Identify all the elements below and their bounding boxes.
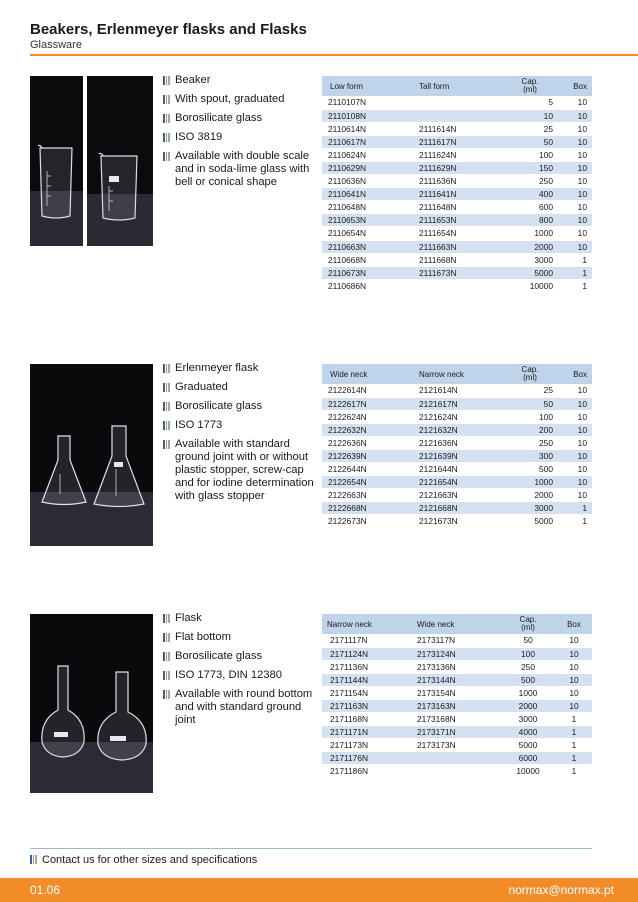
table-row (322, 502, 592, 515)
bars-bullet-icon (163, 95, 170, 104)
cell-code-2 (412, 765, 500, 778)
table-row (322, 660, 592, 673)
page-number: 01.06 (30, 883, 61, 897)
cell-code-1: 2171168N (330, 714, 369, 725)
cell-code-2: 2173154N (417, 687, 456, 698)
cell-code-2: 2173144N (417, 674, 456, 685)
table-row (322, 397, 592, 410)
cell-code-2: 2173117N (417, 635, 456, 646)
cell-code-1: 2171171N (330, 727, 369, 738)
table-header-row (322, 364, 592, 384)
erlenmeyer-table (322, 364, 592, 529)
cell-code-2: 2111648N (419, 202, 457, 213)
cell-capacity: 5 (548, 97, 553, 108)
feature-item: Beaker (163, 74, 313, 87)
cell-code-2: 2121663N (419, 490, 458, 501)
cell-code-1: 2122624N (328, 411, 367, 422)
bars-bullet-icon (163, 633, 170, 642)
table-row (322, 148, 592, 161)
cell-code-1: 2110614N (328, 123, 367, 134)
beaker-low-form-photo (30, 76, 83, 246)
feature-item: Erlenmeyer flask (163, 362, 318, 375)
cell-capacity: 5000 (518, 740, 538, 751)
cell-capacity: 4000 (518, 727, 538, 738)
cell-code-2: 2173163N (417, 701, 456, 712)
cell-code-1: 2122644N (328, 464, 367, 475)
bars-bullet-icon (163, 114, 170, 123)
cell-box: 1 (571, 753, 577, 764)
cell-box: 10 (577, 451, 587, 462)
cell-code-2: 2121632N (419, 424, 458, 435)
cell-code-2 (414, 109, 502, 122)
cell-capacity: 25 (543, 123, 553, 134)
cell-code-1: 2110107N (328, 97, 367, 108)
cell-box: 10 (577, 490, 587, 501)
cell-box: 1 (571, 714, 577, 725)
cell-box: 1 (582, 280, 587, 291)
cell-box: 10 (577, 176, 587, 187)
table-row (322, 279, 592, 292)
cell-box: 10 (577, 163, 587, 174)
cell-capacity: 250 (521, 661, 535, 672)
cell-capacity: 300 (539, 451, 553, 462)
cell-code-2: 2121644N (419, 464, 458, 475)
cell-code-1: 2171163N (330, 701, 369, 712)
cell-code-1: 2122663N (328, 490, 367, 501)
cell-box: 10 (569, 648, 579, 659)
footer-bar (0, 878, 638, 902)
cell-code-1: 2171173N (330, 740, 369, 751)
bars-bullet-icon (163, 133, 170, 142)
cell-code-1: 2171117N (330, 635, 368, 646)
feature-item: Borosilicate glass (163, 400, 318, 413)
cell-box: 10 (569, 635, 579, 646)
cell-box: 10 (577, 202, 587, 213)
feature-item: Flat bottom (163, 631, 318, 644)
cell-code-1: 2171144N (330, 674, 369, 685)
cell-box: 10 (577, 424, 587, 435)
table-row (322, 752, 592, 765)
cell-capacity: 6000 (518, 753, 538, 764)
col-wide-neck-header: Wide neck (417, 619, 455, 629)
cell-code-1: 2122654N (328, 477, 367, 488)
cell-box: 1 (582, 254, 587, 265)
cell-code-1: 2110641N (328, 189, 367, 200)
cell-code-1: 2122636N (328, 437, 367, 448)
cell-capacity: 100 (521, 648, 535, 659)
table-row (322, 515, 592, 528)
cell-code-2: 2111641N (419, 189, 457, 200)
cell-code-1: 2122632N (328, 424, 367, 435)
col-box-header: Box (573, 369, 587, 379)
cell-capacity: 25 (543, 385, 553, 396)
bars-bullet-icon (163, 614, 170, 623)
feature-item: Available with standard ground joint with or without plastic stopper, screw-cap and for iodine determination with glass stopper (163, 438, 318, 503)
table-row (322, 214, 592, 227)
table-row (322, 240, 592, 253)
col-tall-form-header: Tall form (419, 81, 450, 91)
beaker-table (322, 76, 592, 293)
cell-code-2: 2111663N (419, 241, 457, 252)
cell-box: 10 (577, 464, 587, 475)
table-row (322, 227, 592, 240)
table-row (322, 201, 592, 214)
cell-code-1: 2110686N (328, 280, 367, 291)
cell-box: 10 (569, 687, 579, 698)
feature-item: ISO 1773, DIN 12380 (163, 669, 318, 682)
table-row (322, 647, 592, 660)
table-row (322, 384, 592, 397)
cell-capacity: 150 (539, 163, 553, 174)
cell-code-2: 2111673N (419, 267, 457, 278)
cell-code-2: 2173168N (417, 714, 456, 725)
cell-code-2: 2121617N (419, 398, 458, 409)
table-row (322, 253, 592, 266)
cell-box: 1 (571, 766, 577, 777)
cell-code-2: 2121668N (419, 503, 458, 514)
cell-box: 1 (582, 503, 587, 514)
feature-item: Flask (163, 612, 318, 625)
cell-code-1: 2171136N (330, 661, 369, 672)
col-narrow-neck-header: Narrow neck (419, 369, 464, 379)
cell-code-2: 2121639N (419, 451, 458, 462)
cell-capacity: 100 (539, 411, 553, 422)
cell-capacity: 3000 (534, 503, 553, 514)
table-row (322, 713, 592, 726)
cell-code-2: 2121636N (419, 437, 458, 448)
cell-code-2: 2173171N (417, 727, 456, 738)
cell-code-2: 2111614N (419, 123, 457, 134)
cell-code-2: 2121654N (419, 477, 458, 488)
table-header-row (322, 614, 592, 634)
cell-box: 10 (577, 149, 587, 160)
bars-bullet-icon (163, 690, 170, 699)
cell-code-1: 2122614N (328, 385, 367, 396)
feature-item: Available with double scale and in soda-lime glass with bell or conical shape (163, 150, 313, 189)
cell-capacity: 500 (521, 674, 535, 685)
table-row (322, 634, 592, 647)
feature-item: Borosilicate glass (163, 650, 318, 663)
table-row (322, 410, 592, 423)
cell-code-2: 2111629N (419, 163, 457, 174)
col-capacity-header: Cap. (ml) (519, 615, 537, 632)
cell-box: 10 (577, 110, 587, 121)
cell-box: 1 (582, 267, 587, 278)
cell-code-2: 2111653N (419, 215, 457, 226)
col-box-header: Box (567, 619, 581, 629)
table-row (322, 109, 592, 122)
cell-code-2: 2173124N (417, 648, 456, 659)
col-capacity-header: Cap. (ml) (521, 77, 539, 94)
cell-code-2: 2121673N (419, 516, 458, 527)
table-row (322, 449, 592, 462)
cell-capacity: 250 (539, 437, 553, 448)
cell-box: 10 (577, 97, 587, 108)
cell-box: 10 (577, 136, 587, 147)
cell-code-1: 2110629N (328, 163, 367, 174)
cell-box: 10 (569, 674, 579, 685)
bars-bullet-icon (163, 421, 170, 430)
flask-photo (30, 614, 153, 793)
cell-box: 10 (577, 123, 587, 134)
cell-capacity: 800 (539, 215, 553, 226)
col-box-header: Box (573, 81, 587, 91)
cell-box: 10 (577, 228, 587, 239)
cell-box: 10 (569, 661, 579, 672)
table-row (322, 765, 592, 778)
cell-code-1: 2171186N (330, 766, 369, 777)
table-row (322, 188, 592, 201)
table-row (322, 726, 592, 739)
cell-code-1: 2171154N (330, 687, 369, 698)
cell-capacity: 200 (539, 424, 553, 435)
table-row (322, 489, 592, 502)
cell-box: 10 (577, 437, 587, 448)
cell-code-2: 2121614N (419, 385, 458, 396)
cell-code-1: 2110636N (328, 176, 367, 187)
table-row (322, 96, 592, 109)
cell-capacity: 2000 (534, 241, 553, 252)
cell-code-1: 2171176N (330, 753, 369, 764)
cell-capacity: 1000 (534, 228, 553, 239)
cell-code-1: 2110654N (328, 228, 367, 239)
cell-code-1: 2110108N (328, 110, 367, 121)
cell-code-1: 2110668N (328, 254, 367, 265)
bars-bullet-icon (163, 440, 170, 449)
contact-note (30, 854, 257, 866)
flask-table (322, 614, 592, 779)
cell-code-1: 2171124N (330, 648, 369, 659)
cell-box: 1 (571, 727, 577, 738)
cell-code-1: 2110663N (328, 241, 367, 252)
beaker-tall-form-photo (87, 76, 153, 246)
cell-box: 10 (569, 701, 579, 712)
cell-code-2 (414, 96, 502, 109)
cell-code-1: 2122639N (328, 451, 367, 462)
bars-bullet-icon (163, 364, 170, 373)
cell-capacity: 250 (539, 176, 553, 187)
cell-code-2: 2111654N (419, 228, 457, 239)
cell-capacity: 50 (543, 136, 553, 147)
cell-capacity: 100 (539, 149, 553, 160)
cell-capacity: 50 (543, 398, 553, 409)
table-row (322, 476, 592, 489)
bars-bullet-icon (163, 652, 170, 661)
table-row (322, 739, 592, 752)
bars-bullet-icon (163, 152, 170, 161)
col-narrow-neck-header: Narrow neck (327, 619, 372, 629)
cell-code-1: 2110648N (328, 202, 367, 213)
feature-item: With spout, graduated (163, 93, 313, 106)
cell-code-1: 2122673N (328, 516, 367, 527)
cell-code-2: 2121624N (419, 411, 458, 422)
cell-box: 1 (571, 740, 577, 751)
page-title: Beakers, Erlenmeyer flasks and Flasks (30, 21, 307, 38)
feature-item: Graduated (163, 381, 318, 394)
bars-bullet-icon (163, 76, 170, 85)
cell-capacity: 500 (539, 464, 553, 475)
cell-code-2: 2111668N (419, 254, 457, 265)
col-capacity-header: Cap. (ml) (521, 365, 539, 382)
cell-code-2: 2111624N (419, 149, 457, 160)
cell-capacity: 5000 (534, 516, 553, 527)
cell-capacity: 1000 (534, 477, 553, 488)
bars-bullet-icon (163, 383, 170, 392)
cell-capacity: 3000 (518, 714, 538, 725)
cell-code-2 (412, 752, 500, 765)
table-row (322, 266, 592, 279)
cell-capacity: 1000 (518, 687, 538, 698)
cell-box: 10 (577, 215, 587, 226)
feature-item: ISO 3819 (163, 131, 313, 144)
cell-capacity: 10000 (529, 280, 553, 291)
table-row (322, 463, 592, 476)
feature-item: Available with round bottom and with standard ground joint (163, 688, 318, 727)
contact-divider (30, 848, 592, 849)
feature-item: Borosilicate glass (163, 112, 313, 125)
cell-capacity: 10 (543, 110, 553, 121)
cell-code-2 (414, 279, 502, 292)
bars-bullet-icon (163, 671, 170, 680)
cell-code-2: 2173173N (417, 740, 456, 751)
col-low-form-header: Low form (330, 81, 363, 91)
table-header-row (322, 76, 592, 96)
cell-box: 10 (577, 411, 587, 422)
cell-box: 10 (577, 398, 587, 409)
feature-item: ISO 1773 (163, 419, 318, 432)
table-row (322, 673, 592, 686)
cell-code-1: 2110673N (328, 267, 367, 278)
cell-capacity: 400 (539, 189, 553, 200)
erlenmeyer-photo (30, 364, 153, 546)
table-row (322, 686, 592, 699)
contact-email-link[interactable]: normax@normax.pt (508, 883, 614, 897)
cell-code-2: 2173136N (417, 661, 456, 672)
erlenmeyer-features (163, 362, 318, 509)
table-row (322, 423, 592, 436)
bars-bullet-icon (163, 402, 170, 411)
header-divider (30, 54, 638, 56)
cell-box: 10 (577, 189, 587, 200)
table-row (322, 699, 592, 712)
table-row (322, 175, 592, 188)
cell-code-1: 2122668N (328, 503, 367, 514)
cell-capacity: 2000 (518, 701, 538, 712)
cell-capacity: 2000 (534, 490, 553, 501)
cell-box: 1 (582, 516, 587, 527)
table-row (322, 161, 592, 174)
flask-features (163, 612, 318, 733)
cell-capacity: 10000 (516, 766, 540, 777)
col-wide-neck-header: Wide neck (330, 369, 368, 379)
table-row (322, 122, 592, 135)
cell-code-1: 2122617N (328, 398, 367, 409)
page-subtitle: Glassware (30, 39, 82, 51)
cell-box: 10 (577, 241, 587, 252)
cell-code-1: 2110624N (328, 149, 367, 160)
cell-capacity: 3000 (534, 254, 553, 265)
cell-box: 10 (577, 385, 587, 396)
table-row (322, 135, 592, 148)
cell-code-1: 2110617N (328, 136, 367, 147)
cell-capacity: 5000 (534, 267, 553, 278)
cell-box: 10 (577, 477, 587, 488)
table-row (322, 436, 592, 449)
cell-capacity: 600 (539, 202, 553, 213)
beaker-features (163, 74, 313, 195)
cell-capacity: 50 (523, 635, 533, 646)
bars-bullet-icon (30, 855, 37, 864)
cell-code-1: 2110653N (328, 215, 367, 226)
cell-code-2: 2111617N (419, 136, 457, 147)
contact-text: Contact us for other sizes and specifications (42, 854, 258, 866)
cell-code-2: 2111636N (419, 176, 457, 187)
